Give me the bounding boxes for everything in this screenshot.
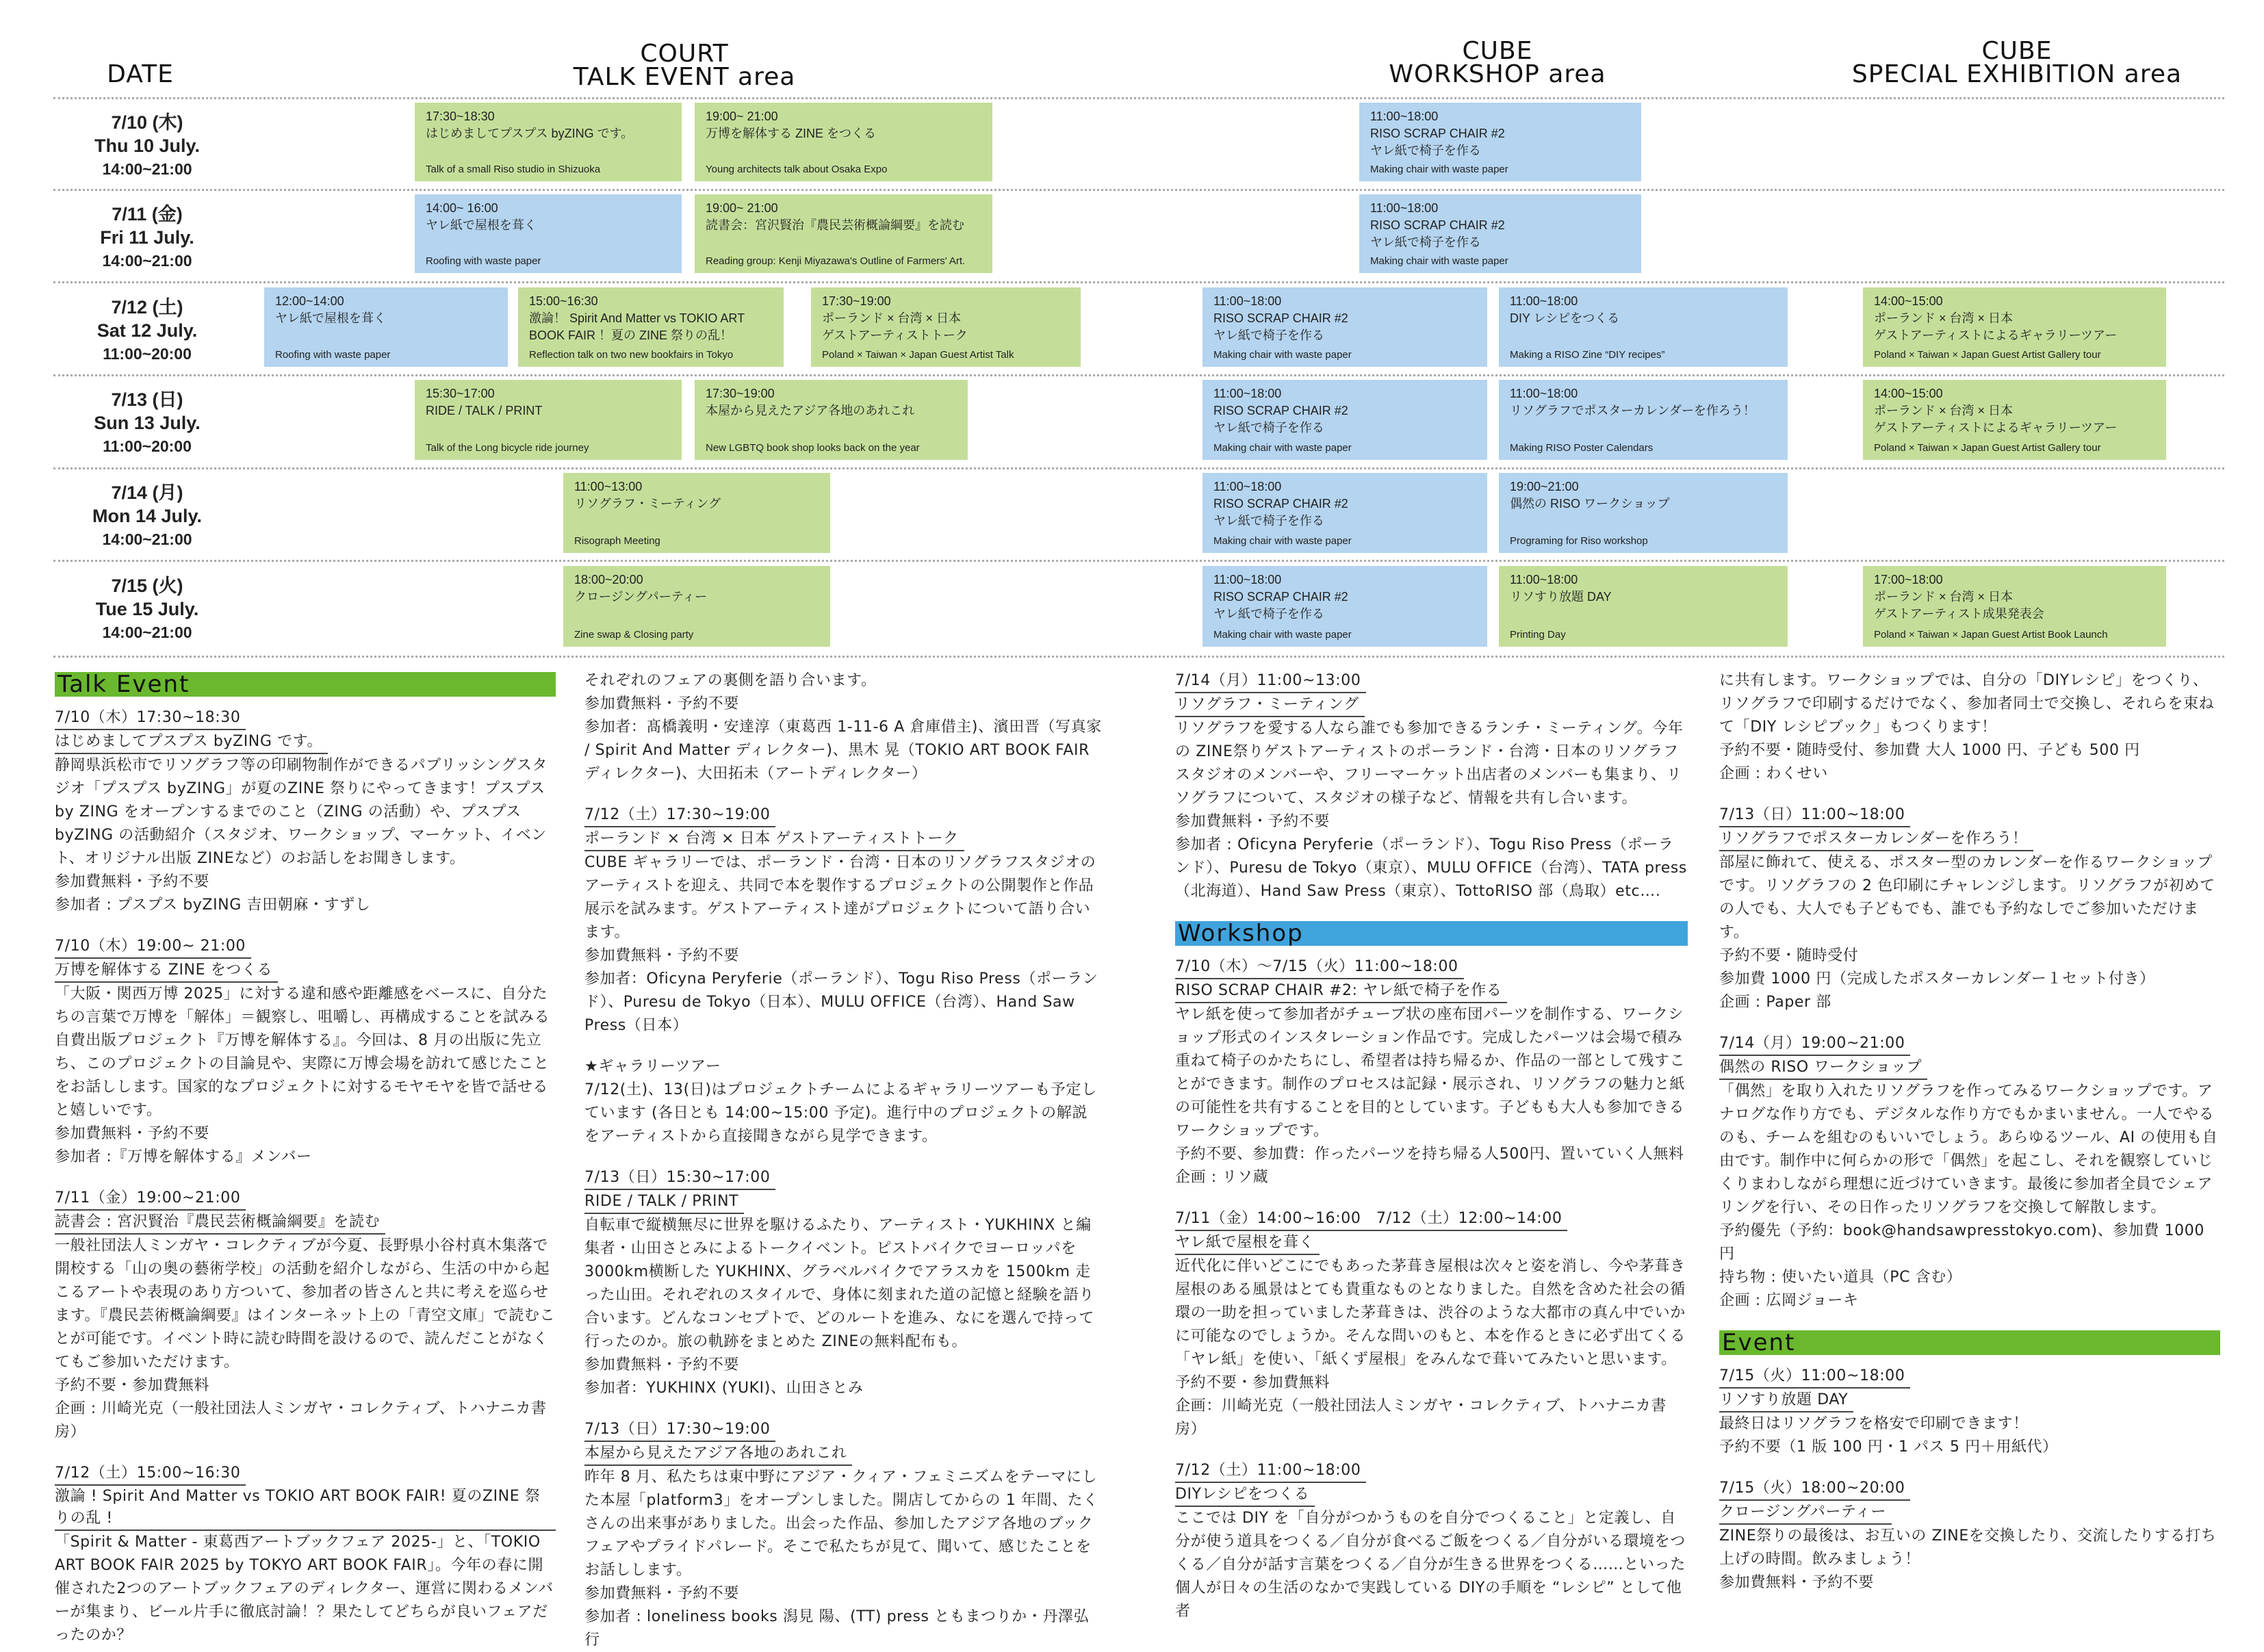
event-title: BOOK FAIR ！夏の ZINE 祭りの乱！ — [529, 328, 733, 342]
event-box[interactable] — [1202, 473, 1487, 553]
description-column — [1719, 669, 2220, 1591]
event-time: 11:00~18:00 — [1510, 573, 1578, 586]
text-block — [1719, 669, 2220, 786]
event-entry — [1719, 1032, 2220, 1313]
entry-date-wrap — [584, 1418, 1103, 1442]
date-hours: 11:00~20:00 — [103, 345, 192, 363]
event-title: ポーランド × 台湾 × 日本 — [1874, 590, 2014, 604]
event-subtitle: Talk of the Long bicycle ride journey — [426, 442, 589, 454]
date-jp: 7/11 (金) — [112, 204, 183, 224]
entry-text: 予約不要・参加費無料 — [1175, 1374, 1330, 1391]
event-box[interactable] — [1359, 103, 1641, 181]
entry-text: 企画 : 川崎光克（一般社団法人ミンガヤ・コレクティブ、トハナニカ書房） — [55, 1400, 547, 1441]
event-title: クロージングパーティー — [574, 590, 708, 604]
event-subtitle: Poland × Taiwan × Japan Guest Artist Gallery tour — [1874, 442, 2101, 454]
entry-text: 予約不要・参加費無料 — [55, 1377, 210, 1394]
event-entry — [1719, 1477, 2220, 1595]
entry-text: 参加費無料・予約不要 — [584, 1585, 740, 1602]
event-subtitle: Talk of a small Riso studio in Shizuoka — [426, 164, 601, 175]
event-title: RISO SCRAP CHAIR #2 — [1213, 311, 1348, 325]
event-entry — [55, 1187, 556, 1444]
entry-date-wrap — [1719, 1477, 2220, 1501]
entry-text: 企画 : Paper 部 — [1719, 994, 1831, 1011]
entry-title: ヤレ紙で屋根を葺く — [1175, 1232, 1320, 1255]
event-subtitle: Making chair with waste paper — [1213, 442, 1352, 454]
entry-date-wrap — [1175, 669, 1688, 693]
event-entry — [55, 1462, 556, 1647]
entry-title: リソグラフ・ミーティング — [1175, 694, 1365, 717]
event-subtitle: Poland × Taiwan × Japan Guest Artist Talk — [822, 349, 1014, 361]
entry-text: リソグラフを愛する人なら誰でも参加できるランチ・ミーティング。今年の ZINE祭りゲストアーティストのポーランド・台湾・日本のリソグラフスタジオのメンバーや、フリーマーケット出店者のメンバーも集まり、リソグラフについて、スタジオの様子など、情報を共有し合います。 — [1175, 720, 1684, 807]
date-jp: 7/14 (月) — [111, 482, 183, 503]
entry-date: 7/13（日）11:00~18:00 — [1719, 804, 1910, 827]
entry-date: 7/12（土）11:00~18:00 — [1175, 1460, 1366, 1483]
entry-text: 最終日はリソグラフを格安で印刷できます！ — [1719, 1415, 2029, 1432]
entry-date: 7/11（金）19:00~21:00 — [55, 1187, 246, 1211]
entry-text: 持ち物 : 使いたい道具（PC 含む） — [1719, 1269, 1962, 1286]
header-exhibition-line1: CUBE — [1981, 37, 2053, 65]
entry-text: 参加費無料・予約不要 — [55, 1125, 210, 1142]
event-time: 11:00~18:00 — [1213, 294, 1282, 308]
event-title: RISO SCRAP CHAIR #2 — [1370, 218, 1505, 232]
entry-title-wrap — [55, 1486, 556, 1531]
date-jp: 7/12 (土) — [111, 297, 183, 318]
entry-text: 予約不要、参加費：作ったパーツを持ち帰る人500円、置いていく人無料 — [1175, 1146, 1684, 1163]
event-title: リソすり放題 DAY — [1510, 590, 1612, 604]
entry-text: 参加費無料・予約不要 — [1719, 1574, 1875, 1591]
event-time: 14:00~ 16:00 — [426, 201, 498, 215]
entry-date-wrap — [1175, 1459, 1688, 1483]
header-court-area — [479, 42, 890, 89]
row-divider — [53, 281, 2224, 283]
header-exhibition-area — [1777, 37, 2256, 88]
entry-date: 7/15（火）11:00~18:00 — [1719, 1365, 1910, 1389]
event-entry — [55, 935, 556, 1169]
event-box[interactable] — [811, 287, 1081, 367]
entry-text: 静岡県浜松市でリソグラフ等の印刷物制作ができるパブリッシングスタジオ「プスプス byZING」が夏のZINE 祭りにやってきます！プスプス by ZING をオープンするまでのこと（ZING の活動）や、プスプス byZING の活動紹介（スタジオ、ワークショップ、マーケット、イベント、オリジナル出版 ZINEなど）のお話しをお聞きします。 — [55, 757, 548, 867]
entry-title-wrap — [584, 827, 1103, 851]
event-subtitle: Making a RISO Zine “DIY recipes” — [1510, 349, 1665, 361]
row-divider — [53, 97, 2224, 99]
entry-date: 7/13（日）17:30~19:00 — [584, 1419, 775, 1442]
event-time: 11:00~18:00 — [1370, 109, 1439, 123]
date-en: Mon 14 July. — [92, 506, 203, 526]
event-subtitle: Making chair with waste paper — [1213, 349, 1352, 361]
entry-date-wrap — [1719, 1032, 2220, 1056]
entry-date: 7/12（土）17:30~19:00 — [584, 804, 775, 827]
event-entry — [584, 1418, 1103, 1652]
event-box[interactable] — [1202, 566, 1487, 647]
entry-text: ヤレ紙を使って参加者がチューブ状の座布団パーツを制作する、ワークショップ形式のインスタレーション作品です。完成したパーツは会場で積み重ねて椅子のかたちにし、希望者は持ち帰るか、作品の一部として残すことができます。制作のプロセスは記録・展示され、リソグラフの魅力と紙の可能性を共有することを目的としています。子どもも大人も参加できるワークショップです。 — [1175, 1006, 1686, 1139]
date-en: Thu 10 July. — [94, 135, 201, 156]
description-column — [1175, 669, 1688, 1620]
entry-date-wrap — [584, 803, 1103, 827]
event-entry — [1175, 955, 1688, 1189]
entry-text: 参加費無料・予約不要 — [584, 695, 740, 712]
event-time: 19:00~21:00 — [1510, 480, 1579, 493]
event-box[interactable] — [695, 380, 968, 460]
entry-title: はじめましてプスプス byZING です。 — [55, 731, 328, 754]
event-box[interactable] — [695, 194, 992, 273]
text-block — [584, 669, 1103, 786]
entry-text: 予約不要（1 版 100 円・1 パス 5 円＋用紙代） — [1719, 1438, 2058, 1456]
event-title: RISO SCRAP CHAIR #2 — [1213, 404, 1348, 417]
event-subtitle: Roofing with waste paper — [275, 349, 391, 361]
entry-text: 「大阪・関西万博 2025」に対する違和感や距離感をベースに、自分たちの言葉で万博を「解体」＝観察し、咀嚼し、再構成することを試みる自費出版プロジェクト『万博を解体する』。今回は、8 月の出版に先立ち、このプロジェクトの目論見や、実際に万博会場を訪れて感じたことをお話しします。国家的なプロジェクトに対するモヤモヤを皆で話せると嬉しいです。 — [55, 985, 550, 1119]
entry-text: 予約不要・随時受付、参加費 大人 1000 円、子ども 500 円 — [1719, 742, 2140, 759]
date-jp: 7/15 (火) — [111, 576, 183, 596]
entry-title: 万博を解体する ZINE をつくる — [55, 959, 278, 983]
description-column — [584, 669, 1103, 1649]
event-time: 15:30~17:00 — [426, 387, 495, 400]
header-court-line2: TALK EVENT area — [573, 63, 796, 91]
event-title: ヤレ紙で椅子を作る — [1213, 328, 1324, 342]
entry-title-wrap — [1719, 827, 2220, 851]
event-subtitle: Making chair with waste paper — [1370, 255, 1508, 267]
event-box[interactable] — [518, 287, 784, 367]
event-time: 14:00~15:00 — [1874, 294, 1943, 308]
entry-title-wrap — [1175, 1483, 1688, 1507]
event-entry — [1175, 1459, 1688, 1623]
date-hours: 14:00~21:00 — [102, 252, 192, 270]
header-workshop-line2: WORKSHOP area — [1389, 60, 1606, 88]
entry-date: 7/13（日）15:30~17:00 — [584, 1167, 775, 1190]
entry-title: リソすり放題 DAY — [1719, 1389, 1853, 1412]
event-box[interactable] — [563, 566, 830, 647]
entry-date: 7/14（月）11:00~13:00 — [1175, 670, 1366, 693]
event-entry — [1175, 1207, 1688, 1441]
event-time: 11:00~18:00 — [1510, 294, 1578, 308]
entry-text: 自転車で縦横無尽に世界を駆けるふたり、アーティスト・YUKHINX と編集者・山田さとみによるトークイベント。ピストバイクでヨーロッパを3000km横断した YUKHINX、グラベルバイクでアラスカを 1500km 走った山田。それぞれのスタイルで、身体に刻まれた道の記憶と経験を語り合います。どんなコンセプトで、どのルートを進み、なにを選んで持って行ったのか。旅の軌跡をまとめた ZINEの無料配布も。 — [584, 1217, 1094, 1350]
entry-title-wrap — [1719, 1501, 2220, 1525]
entry-title: クロージングパーティー — [1719, 1501, 1892, 1525]
entry-title-wrap — [584, 1442, 1103, 1466]
entry-title: DIYレシピをつくる — [1175, 1484, 1315, 1507]
event-box[interactable] — [1863, 380, 2166, 460]
entry-title: RIDE / TALK / PRINT — [584, 1191, 744, 1214]
entry-text: CUBE ギャラリーでは、ポーランド・台湾・日本のリソグラフスタジオのアーティストを迎え、共同で本を製作するプロジェクトの公開製作と作品展示を試みます。ゲストアーティスト達がプロジェクトについて語り合います。 — [584, 854, 1096, 941]
description-column — [55, 669, 556, 1644]
entry-text: 企画 : わくせい — [1719, 765, 1828, 782]
event-time: 17:00~18:00 — [1874, 573, 1943, 586]
entry-title-wrap — [1719, 1389, 2220, 1412]
event-box[interactable] — [415, 194, 682, 273]
event-subtitle: Zine swap & Closing party — [574, 629, 694, 641]
date-en: Sat 12 July. — [97, 320, 198, 341]
entry-title: ポーランド × 台湾 × 日本 ゲストアーティストトーク — [584, 828, 964, 851]
row-divider — [53, 560, 2224, 562]
entry-text: ★ギャラリーツアー — [584, 1058, 721, 1075]
entry-date-wrap — [584, 1166, 1103, 1190]
event-title: ゲストアーティストトーク — [822, 328, 968, 342]
event-title: ヤレ紙で屋根を葺く — [275, 311, 386, 325]
event-title: 本屋から見えたアジア各地のあれこれ — [706, 404, 915, 417]
event-box[interactable] — [1202, 287, 1487, 367]
entry-text: 近代化に伴いどこにでもあった茅葺き屋根は次々と姿を消し、今や茅葺き屋根のある風景はとても貴重なものとなりました。自然を含めた社会の循環の一助を担っていました茅葺きは、渋谷のような大都市の真ん中でいかに可能なのでしょうか。そんな問いのもと、本を作るときに必ず出てくる「ヤレ紙」を使い、「紙くず屋根」をみんなで葺いてみたいと思います。 — [1175, 1258, 1686, 1368]
event-time: 17:30~19:00 — [706, 387, 775, 400]
event-box[interactable] — [563, 473, 830, 553]
entry-date: 7/10（木）19:00~ 21:00 — [55, 935, 251, 959]
event-title: ゲストアーティストによるギャラリーツアー — [1874, 421, 2118, 435]
event-box[interactable] — [1499, 380, 1788, 460]
event-title: リソグラフでポスターカレンダーを作ろう！ — [1510, 404, 1755, 417]
date-cell — [62, 203, 233, 272]
entry-date-wrap — [55, 1187, 556, 1211]
entry-title: RISO SCRAP CHAIR #2: ヤレ紙で椅子を作る — [1175, 980, 1507, 1003]
row-divider — [53, 189, 2224, 191]
entry-text: ZINE祭りの最後は、お互いの ZINEを交換したり、交流したりする打ち上げの時間。飲みましょう！ — [1719, 1527, 2217, 1568]
event-title: RISO SCRAP CHAIR #2 — [1213, 497, 1348, 511]
event-title: 激論！ Spirit And Matter vs TOKIO ART — [529, 311, 745, 325]
entry-title-wrap — [1719, 1056, 2220, 1080]
date-cell — [62, 111, 233, 181]
event-box[interactable] — [1863, 287, 2166, 367]
event-title: ヤレ紙で椅子を作る — [1213, 421, 1324, 435]
event-title: ヤレ紙で椅子を作る — [1213, 514, 1324, 528]
entry-title-wrap — [55, 730, 556, 754]
section-heading-talk-event: Talk Event — [55, 672, 556, 697]
event-time: 17:30~18:30 — [426, 109, 495, 123]
event-subtitle: Making RISO Poster Calendars — [1510, 442, 1654, 454]
date-cell — [62, 481, 233, 551]
event-time: 11:00~18:00 — [1370, 201, 1439, 215]
date-hours: 14:00~21:00 — [102, 623, 192, 641]
date-hours: 11:00~20:00 — [103, 437, 192, 455]
entry-text: 部屋に飾れて、使える、ポスター型のカレンダーを作るワークショップです。リソグラフの 2 色印刷にチャレンジします。リソグラフが初めての人でも、大人でも子どもでも、誰でも予約なしでご参加いただけます。 — [1719, 854, 2215, 941]
header-court-line1: COURT — [640, 40, 729, 68]
entry-text: 参加者 : プスプス byZING 吉田朝麻・すずし — [55, 896, 371, 914]
event-title: リソグラフ・ミーティング — [574, 497, 721, 511]
header-workshop-area — [1292, 37, 1703, 88]
event-subtitle: Young architects talk about Osaka Expo — [706, 164, 888, 175]
entry-title: 激論 ! Spirit And Matter vs TOKIO ART BOOK FAIR! 夏のZINE 祭りの乱 ! — [55, 1486, 556, 1531]
event-title: RIDE / TALK / PRINT — [426, 404, 543, 417]
entry-title: リソグラフでポスターカレンダーを作ろう！ — [1719, 828, 2033, 851]
entry-text: 参加者 :『万博を解体する』メンバー — [55, 1148, 312, 1165]
row-divider — [53, 467, 2224, 469]
event-subtitle: Making chair with waste paper — [1213, 535, 1352, 547]
event-title: ポーランド × 台湾 × 日本 — [1874, 404, 2014, 417]
entry-title: 偶然の RISO ワークショップ — [1719, 1057, 1927, 1080]
event-title: ヤレ紙で椅子を作る — [1370, 235, 1481, 249]
entry-date-wrap — [55, 1462, 556, 1486]
entry-text: ここでは DIY を「自分がつかうものを自分でつくること」と定義し、自分が使う道具をつくる／自分が食べるご飯をつくる／自分がいる環境をつくる／自分が話す言葉をつくる／自分が生きる世界をつくる……といった個人が日々の生活のなかで実践している DIYの手順を “レシピ” として他者 — [1175, 1510, 1686, 1620]
event-title: はじめましてプスプス byZING です。 — [426, 127, 634, 140]
event-title: ゲストアーティスト成果発表会 — [1874, 607, 2044, 621]
entry-text: 企画 : リソ蔵 — [1175, 1169, 1269, 1186]
entry-text: それぞれのフェアの裏側を語り合います。 — [584, 672, 877, 689]
date-hours: 14:00~21:00 — [102, 530, 192, 548]
text-block — [584, 1055, 1103, 1148]
date-cell — [62, 296, 233, 365]
event-box[interactable] — [1499, 287, 1788, 367]
entry-text: 予約不要・随時受付 — [1719, 947, 1859, 964]
entry-title-wrap — [55, 959, 556, 983]
event-time: 11:00~13:00 — [574, 480, 643, 493]
event-entry — [55, 706, 556, 917]
event-title: 万博を解体する ZINE をつくる — [706, 127, 877, 140]
event-box[interactable] — [415, 380, 682, 460]
entry-text: 参加者：YUKHINX (YUKI)、山田さとみ — [584, 1380, 864, 1397]
date-cell — [62, 388, 233, 458]
entry-date-wrap — [55, 935, 556, 959]
entry-title-wrap — [1175, 1231, 1688, 1255]
entry-date-wrap — [1719, 803, 2220, 827]
entry-date: 7/10（木）17:30~18:30 — [55, 707, 246, 730]
event-entry — [1719, 803, 2220, 1014]
event-subtitle: Making chair with waste paper — [1370, 164, 1508, 175]
event-title: DIY レシピをつくる — [1510, 311, 1620, 325]
event-box[interactable] — [264, 287, 508, 367]
date-cell — [62, 574, 233, 644]
event-entry — [584, 803, 1103, 1037]
entry-text: 昨年 8 月、私たちは東中野にアジア・クィア・フェミニズムをテーマにした本屋「platform3」をオープンしました。開店してからの 1 年間、たくさんの出来事がありました。出会った作品、参加したアジア各地のブックフェアやプライドパレード。そこで私たちが見て、聞いて、感じたことをお話しします。 — [584, 1469, 1098, 1579]
entry-text: 参加者 : loneliness books 潟見 陽、(TT) press ともまつりか・丹澤弘行 — [584, 1608, 1090, 1649]
entry-text: 「Spirit & Matter - 東葛西アートブックフェア 2025-」と、「TOKIO ART BOOK FAIR 2025 by TOKYO ART BOOK FAIR」。今年の春に開催された2つのアートブックフェアのディレクター、運営に関わるメンバーが集まり、ビール片手に徹底討論！？果たしてどちらが良いフェアだったのか？ — [55, 1534, 554, 1644]
entry-date: 7/10（木）〜7/15（火）11:00~18:00 — [1175, 956, 1464, 979]
entry-text: 予約優先（予約：book@handsawpresstokyo.com)、参加費 1000 円 — [1719, 1222, 2204, 1263]
row-divider — [53, 374, 2224, 376]
event-time: 11:00~18:00 — [1213, 387, 1282, 400]
event-time: 17:30~19:00 — [822, 294, 891, 308]
event-subtitle: Printing Day — [1510, 629, 1566, 641]
event-box[interactable] — [1499, 566, 1788, 647]
entry-date: 7/12（土）15:00~16:30 — [55, 1462, 246, 1486]
entry-text: 企画 : 広岡ジョーキ — [1719, 1292, 1859, 1309]
entry-text: 一般社団法人ミンガヤ・コレクティブが今夏、長野県小谷村真木集落で開校する「山の奥の藝術学校」の活動を紹介しながら、生活の中から起こるアートや表現のあり方ついて、参加者の皆さんと共に考えを巡らせます。『農民芸術概論綱要』はインターネット上の「青空文庫」で読むことが可能です。イベント時に読む時間を設けるので、読んだことがなくてもご参加いただけます。 — [55, 1237, 556, 1371]
event-entry — [584, 1166, 1103, 1400]
event-subtitle: Roofing with waste paper — [426, 255, 541, 267]
event-entry — [1175, 669, 1688, 903]
date-en: Fri 11 July. — [100, 227, 194, 248]
date-en: Sun 13 July. — [94, 413, 201, 433]
entry-date-wrap — [1719, 1365, 2220, 1389]
event-time: 18:00~20:00 — [574, 573, 643, 586]
event-box[interactable] — [415, 103, 682, 181]
date-jp: 7/13 (日) — [111, 389, 183, 410]
event-title: ヤレ紙で椅子を作る — [1370, 144, 1481, 157]
entry-date-wrap — [55, 706, 556, 730]
event-box[interactable] — [695, 103, 992, 181]
event-subtitle: New LGBTQ book shop looks back on the year — [706, 442, 920, 454]
event-subtitle: Poland × Taiwan × Japan Guest Artist Gallery tour — [1874, 349, 2101, 361]
event-box[interactable] — [1863, 566, 2166, 647]
entry-text: 7/12(土)、13(日)はプロジェクトチームによるギャラリーツアーも予定しています (各日とも 14:00~15:00 予定)。進行中のプロジェクトの解説をアーティストから直接聞きながら見学できます。 — [584, 1081, 1097, 1145]
entry-text: 「偶然」を取り入れたリソグラフを作ってみるワークショップです。アナログな作り方でも、デジタルな作り方でもかまいません。一人でやるのも、チームを組むのもいいでしょう。あらゆるツール、AI の使用も自由です。制作中に何らかの形で「偶然」を起こし、それを観察していじくりまわしながら理想に近づけていきます。最後に参加者全員でシェアリングを行い、その日作ったリソグラフを交換して解散します。 — [1719, 1083, 2218, 1216]
event-title: RISO SCRAP CHAIR #2 — [1370, 127, 1505, 140]
event-title: ポーランド × 台湾 × 日本 — [822, 311, 962, 325]
event-title: ヤレ紙で屋根を葺く — [426, 218, 537, 232]
entry-title-wrap — [55, 1211, 556, 1235]
entry-text: 企画：川崎光克（一般社団法人ミンガヤ・コレクティブ、トハナニカ書房） — [1175, 1397, 1667, 1438]
entry-title-wrap — [584, 1190, 1103, 1214]
event-title: ゲストアーティストによるギャラリーツアー — [1874, 328, 2118, 342]
header-date: DATE — [107, 60, 174, 88]
event-title: 読書会：宮沢賢治『農民芸術概論綱要』を読む — [706, 218, 964, 232]
event-subtitle: Reading group: Kenji Miyazawa's Outline of Farmers' Art. — [706, 255, 966, 267]
entry-title-wrap — [1175, 693, 1688, 717]
entry-text: 参加者 : Oficyna Peryferie（ポーランド）、Togu Riso Press（ポーランド）、Puresu de Tokyo（東京）、MULU OFFICE（台湾）、TATA press（北海道）、Hand Saw Press（東京）、TottoRISO 部（鳥取）etc…. — [1175, 836, 1687, 900]
event-title: ヤレ紙で椅子を作る — [1213, 607, 1324, 621]
entry-text: 参加者：Oficyna Peryferie（ポーランド）、Togu Riso Press（ポーランド）、Puresu de Tokyo（日本）、MULU OFFICE（台湾）、Hand Saw Press（日本） — [584, 970, 1098, 1034]
event-time: 14:00~15:00 — [1874, 387, 1943, 400]
entry-text: 参加費無料・予約不要 — [584, 947, 740, 964]
date-hours: 14:00~21:00 — [102, 160, 192, 178]
event-entry — [1719, 1365, 2220, 1459]
event-time: 12:00~14:00 — [275, 294, 344, 308]
row-divider — [53, 656, 2224, 658]
event-time: 19:00~ 21:00 — [706, 201, 778, 215]
section-heading-event: Event — [1719, 1330, 2220, 1355]
entry-date: 7/11（金）14:00~16:00 7/12（土）12:00~14:00 — [1175, 1208, 1567, 1231]
entry-date-wrap — [1175, 1207, 1688, 1231]
event-time: 19:00~ 21:00 — [706, 109, 778, 123]
entry-text: 参加者：髙橋義明・安達淳（東葛西 1-11-6 A 倉庫借主)、濱田晋（写真家 / Spirit And Matter ディレクター)、黒木 晃（TOKIO ART BOOK FAIR ディレクター)、大田拓未（アートディレクター） — [584, 719, 1102, 782]
event-title: ポーランド × 台湾 × 日本 — [1874, 311, 2014, 325]
event-subtitle: Risograph Meeting — [574, 535, 660, 547]
event-box[interactable] — [1359, 194, 1641, 273]
entry-text: 参加費 1000 円（完成したポスターカレンダー１セット付き） — [1719, 970, 2155, 988]
entry-title: 読書会 : 宮沢賢治『農民芸術概論綱要』を読む — [55, 1211, 385, 1235]
entry-date: 7/14（月）19:00~21:00 — [1719, 1033, 1910, 1056]
event-title: RISO SCRAP CHAIR #2 — [1213, 590, 1348, 604]
event-subtitle: Poland × Taiwan × Japan Guest Artist Book Launch — [1874, 629, 2108, 641]
entry-date: 7/15（火）18:00~20:00 — [1719, 1477, 1910, 1501]
entry-text: 参加費無料・予約不要 — [1175, 813, 1330, 830]
event-subtitle: Reflection talk on two new bookfairs in Tokyo — [529, 349, 734, 361]
entry-date-wrap — [1175, 955, 1688, 979]
entry-text: 参加費無料・予約不要 — [55, 873, 210, 890]
entry-text: に共有します。ワークショップでは、自分の「DIYレシピ」をつくり、リソグラフで印刷するだけでなく、参加者同士で交換し、それらを束ねて「DIY レシピブック」もつくります！ — [1719, 672, 2215, 736]
event-box[interactable] — [1499, 473, 1788, 553]
event-subtitle: Programing for Riso workshop — [1510, 535, 1648, 547]
date-jp: 7/10 (木) — [111, 112, 183, 133]
event-title: 偶然の RISO ワークショップ — [1510, 497, 1670, 511]
event-time: 11:00~18:00 — [1510, 387, 1578, 400]
entry-title: 本屋から見えたアジア各地のあれこれ — [584, 1443, 852, 1466]
event-box[interactable] — [1202, 380, 1487, 460]
event-time: 11:00~18:00 — [1213, 480, 1282, 493]
event-time: 15:00~16:30 — [529, 294, 598, 308]
entry-text: 参加費無料・予約不要 — [584, 1356, 740, 1373]
header-workshop-line1: CUBE — [1462, 37, 1533, 65]
entry-title-wrap — [1175, 979, 1688, 1003]
event-subtitle: Making chair with waste paper — [1213, 629, 1352, 641]
date-en: Tue 15 July. — [95, 599, 199, 619]
header-exhibition-line2: SPECIAL EXHIBITION area — [1851, 60, 2183, 88]
section-heading-workshop: Workshop — [1175, 921, 1688, 946]
event-time: 11:00~18:00 — [1213, 573, 1282, 586]
